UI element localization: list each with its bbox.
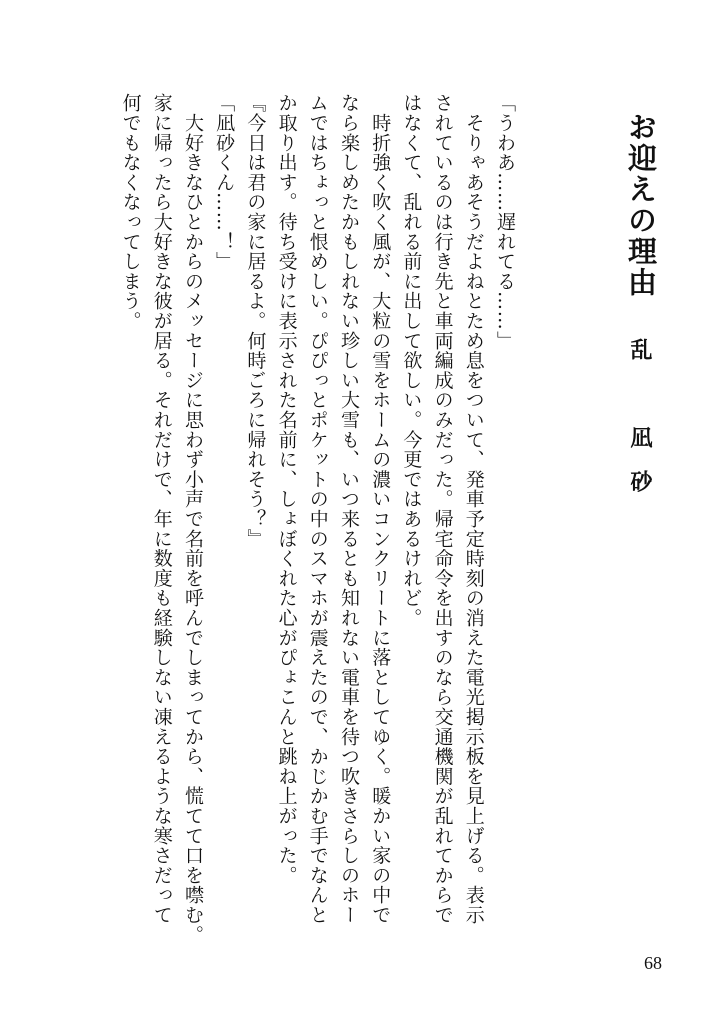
author-name: 乱 凪砂 <box>627 338 653 514</box>
story-body <box>120 93 520 953</box>
body-line: 『今日は君の家に居るよ。何時ごろに帰れそう？』 <box>244 93 267 549</box>
story-title: お迎えの理由 <box>624 112 658 298</box>
body-line: されているのは行き先と車両編成のみだった。帰宅命令を出すのなら交通機関が乱れてからで <box>431 93 454 925</box>
body-line: か取り出す。待ち受けに表示された名前に、しょぼくれた心がぴょこんと跳ね上がった。 <box>275 93 298 885</box>
body-line: はなくて、乱れる前に出して欲しい。今更ではあるけれど。 <box>400 93 423 628</box>
body-line: 時折強く吹く風が、大粒の雪をホームの濃いコンクリートに落としてゆく。暖かい家の中で <box>369 93 392 925</box>
body-line: 家に帰ったら大好きな彼が居る。それだけで、年に数度も経験しない凍えるような寒さだって <box>150 93 173 925</box>
body-line: ムではちょっと恨めしい。ぴぴっとポケットの中のスマホが震えたので、かじかむ手でなんと <box>306 93 329 925</box>
body-line: 「凪砂くん……！」 <box>213 93 236 272</box>
body-line: なら楽しめたかもしれない珍しい大雪も、いつ来るとも知れない電車を待つ吹きさらしのホー <box>337 93 360 925</box>
page-number: 68 <box>644 953 662 973</box>
body-line: 大好きなひとからのメッセージに思わず小声で名前を呼んでしまってから、慌てて口を噤む。 <box>181 93 204 945</box>
body-line: そりゃあそうだよねとため息をついて、発車予定時刻の消えた電光掲示板を見上げる。表示 <box>462 93 485 925</box>
body-line: 何でもなくなってしまう。 <box>119 93 142 331</box>
body-line: 「うわあ……遅れてる……」 <box>494 93 516 351</box>
